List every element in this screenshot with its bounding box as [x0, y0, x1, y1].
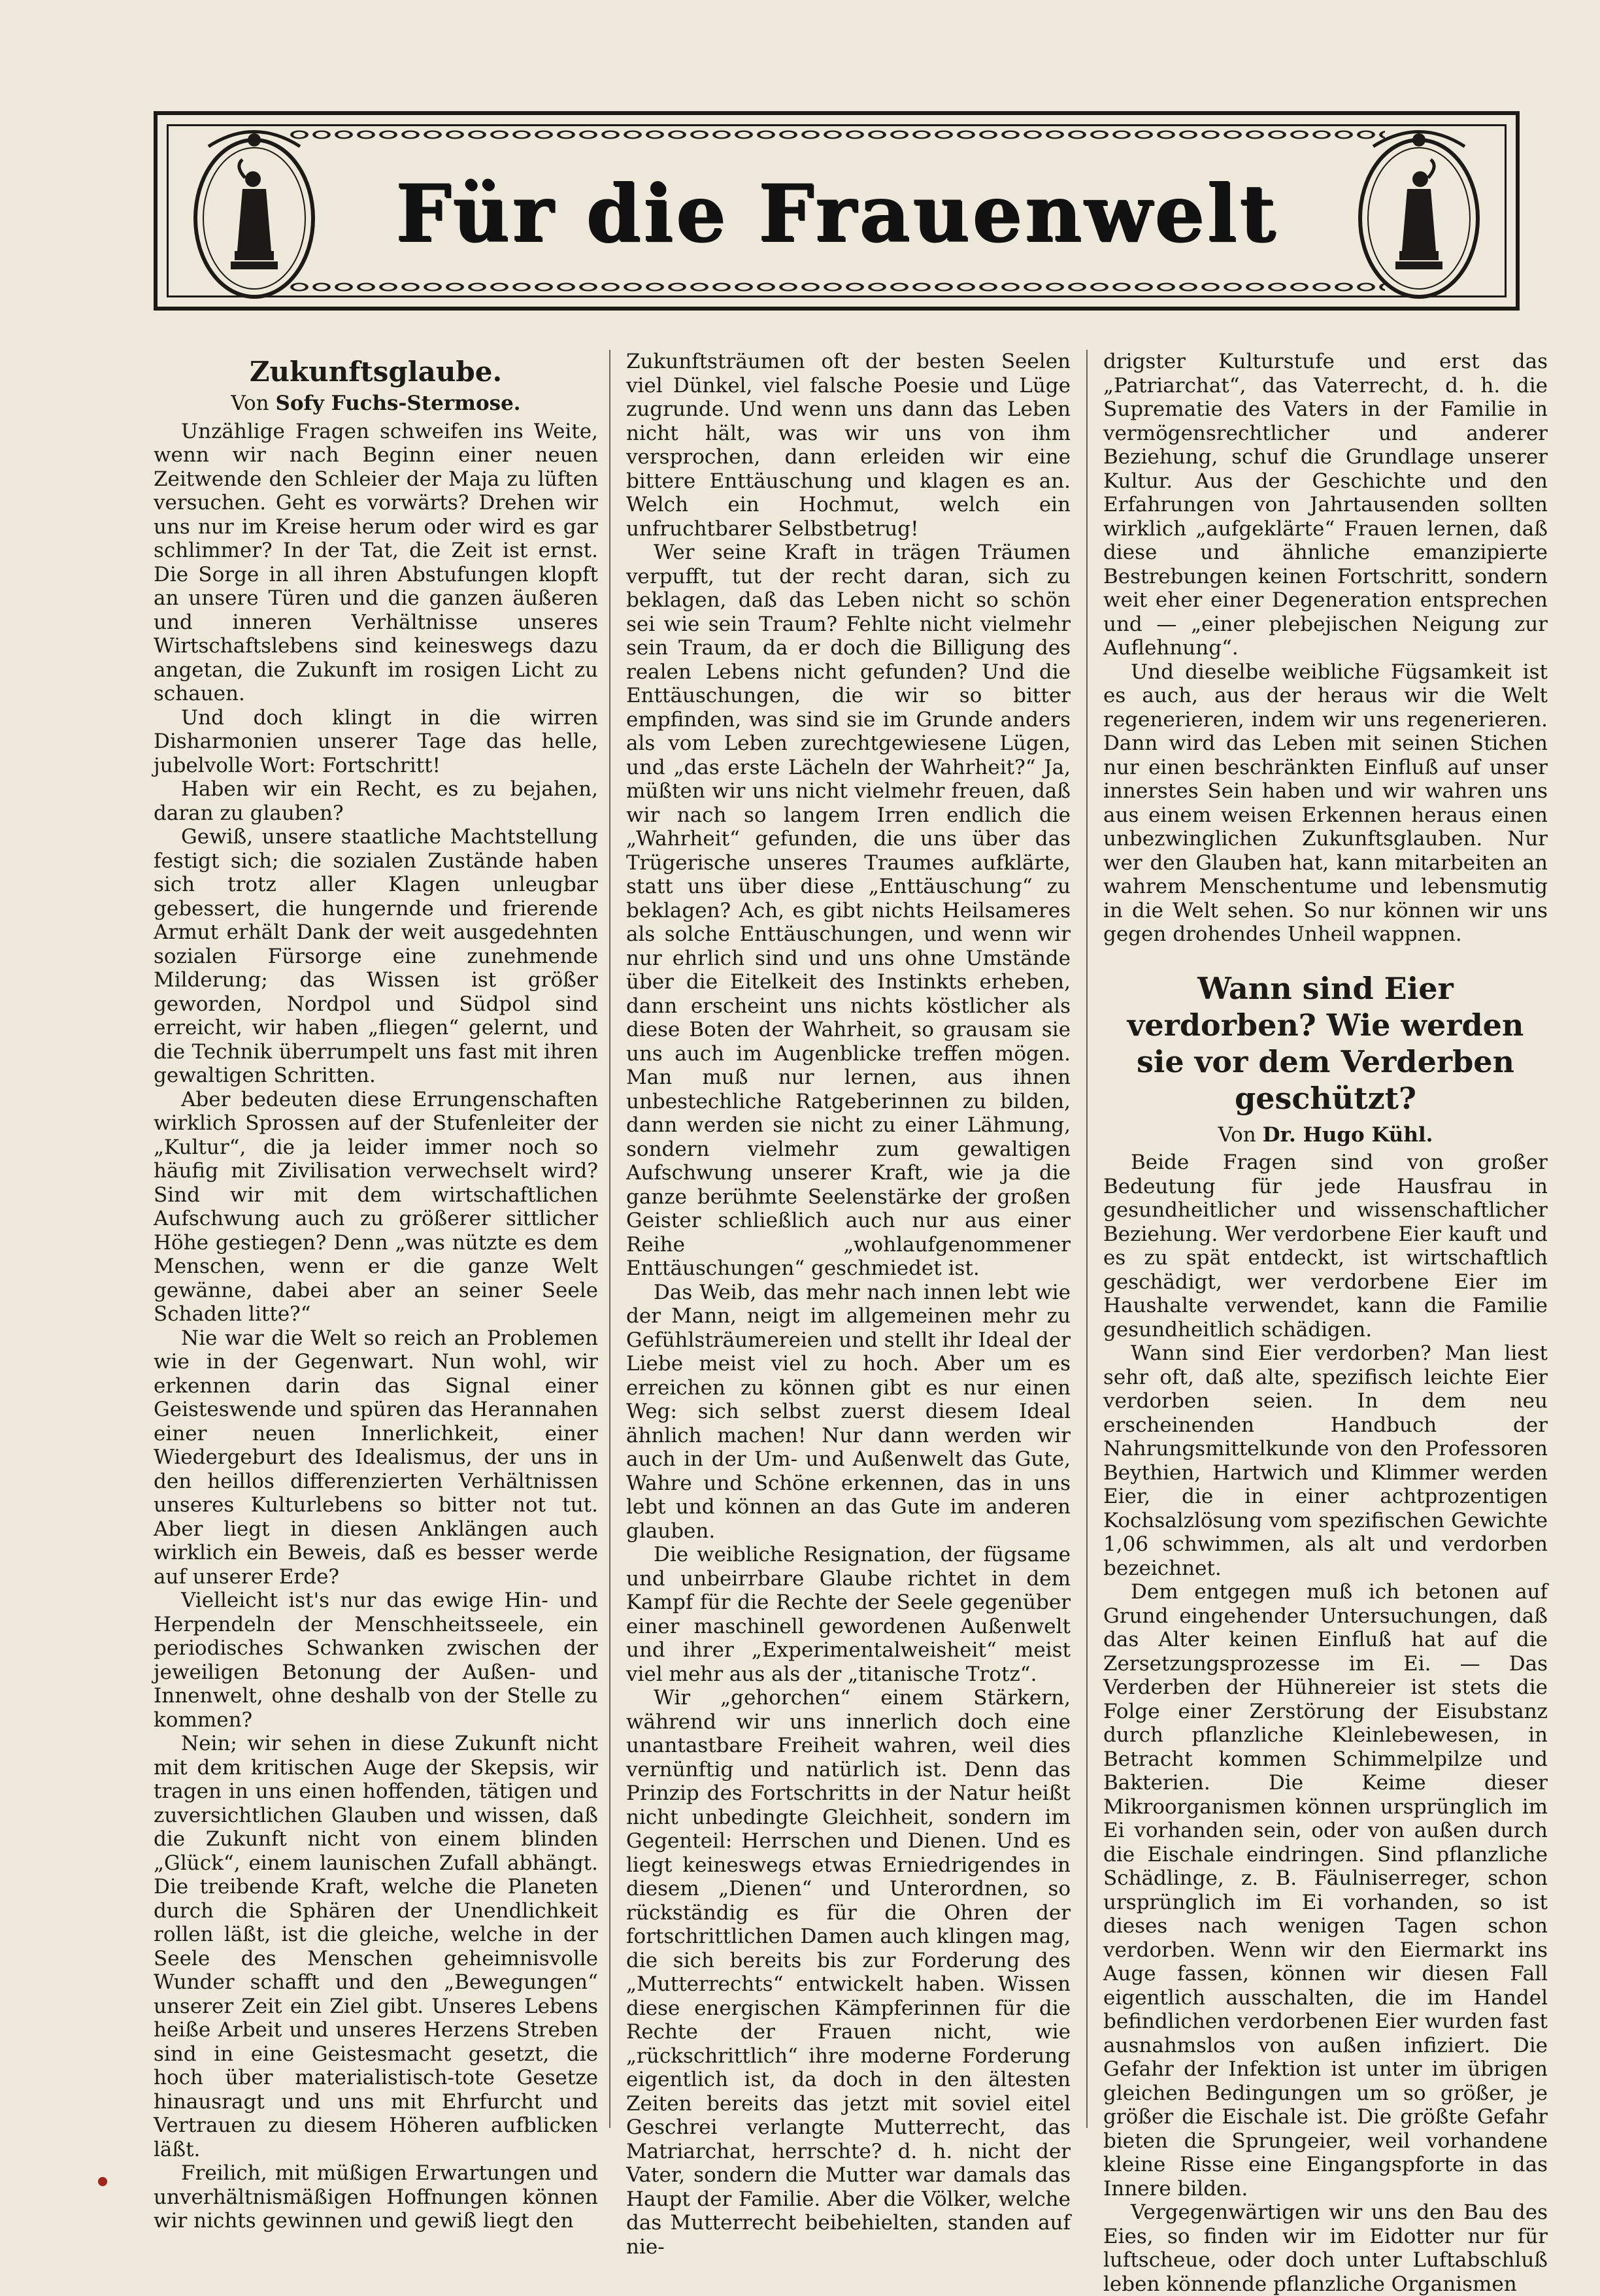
byline-prefix: Von [1218, 1123, 1256, 1147]
column-rule [1086, 350, 1088, 2128]
paragraph: Nie war die Welt so reich an Problemen wie in der Gegenwart. Nun wohl, wir erkennen darin das Signal einer Geisteswende und spüren das Herannahen einer neuen Innerlichkeit, einer Wiedergeburt des Idealismus, der uns in den heillos differenzierten Verhältnissen unseres Kulturlebens so bitter not tut. Aber liegt in diesen Anklängen auch wirklich ein Beweis, daß es besser werde auf unserer Erde? [154, 1326, 598, 1589]
paragraph: Beide Fragen sind von großer Bedeutung für jede Hausfrau in gesundheitlicher und wissenschaftlicher Beziehung. Wer verdorbene Eier kauft und es zu spät entdeckt, ist wirtschaftlich geschädigt, wer verdorbene Eier im Haushalte verwendet, kann die Familie gesundheitlich schädigen. [1103, 1151, 1548, 1342]
paragraph: Die weibliche Resignation, der fügsame und unbeirrbare Glaube richtet in dem Kampf für die Rechte der Seele gegenüber einer maschinell gewordenen Außenwelt und ihrer „Experimentalweisheit“ meist viel mehr aus als der „titanische Trotz“. [626, 1543, 1071, 1686]
author-name: Dr. Hugo Kühl. [1262, 1123, 1433, 1147]
paragraph: Und doch klingt in die wirren Disharmonien unserer Tage das helle, jubelvolle Wort: Fortschritt! [154, 705, 598, 777]
paragraph: Wer seine Kraft in trägen Träumen verpufft, tut der recht daran, sich zu beklagen, daß das Leben nicht so schön sei wie sein Traum? Fehlte nicht vielmehr sein Traum, da er doch die Billigung des realen Lebens nicht gefunden? Und die Enttäuschungen, die wir so bitter empfinden, was sind sie im Grunde anders als vom Leben zurechtgewiesene Lügen, und „das erste Lächeln der Wahrheit?“ Ja, müßten wir uns nicht vielmehr freuen, daß wir nach so langem Irren endlich die „Wahrheit“ gefunden, die uns über das Trügerische unseres Traumes aufklärte, statt uns über diese „Enttäuschung“ zu beklagen? Ach, es gibt nichts Heilsameres als solche Enttäuschungen, und wenn wir nur ehrlich sind und uns ohne Umstände über die Eitelkeit des Instinkts erheben, dann erscheint uns nichts köstlicher als diese Boten der Wahrheit, so grausam sie uns auch im Augenblicke treffen mögen. Man muß nur lernen, aus ihnen unbestechliche Ratgeberinnen zu bilden, dann werden sie nicht zu einer Lähmung, sondern vielmehr zum gewaltigen Aufschwung unserer Kraft, wie ja die ganze berühmte Seelenstärke der großen Geister schließlich auch nur aus einer Reihe „wohlaufgenommener Enttäuschungen“ geschmiedet ist. [626, 541, 1071, 1280]
paragraph-continued: drigster Kulturstufe und erst das „Patriarchat“, das Vaterrecht, d. h. die Suprematie des Vaters in der Familie in vermögensrechtlicher und anderer Beziehung, schuf die Grundlage unserer Kultur. Aus der Geschichte und den Erfahrungen von Jahrtausenden sollten wirklich „aufgeklärte“ Frauen lernen, daß diese und ähnliche emanzipierte Bestrebungen keinen Fortschritt, sondern weit eher einer Degeneration entsprechen und — „einer plebejischen Neigung zur Auflehnung“. [1103, 350, 1548, 660]
paragraph: Dem entgegen muß ich betonen auf Grund eingehender Untersuchungen, daß das Alter keinen Einfluß hat auf die Zersetzungsprozesse im Ei. — Das Verderben der Hühnereier ist stets die Folge einer Zerstörung der Eisubstanz durch pflanzliche Kleinlebewesen, in Betracht kommen Schimmelpilze und Bakterien. Die Keime dieser Mikroorganismen können ursprünglich im Ei vorhanden sein, oder von außen durch die Eischale eindringen. Sind pflanzliche Schädlinge, z. B. Fäulniserreger, schon ursprünglich im Ei vorhanden, so ist dieses nach wenigen Tagen schon verdorben. Wenn wir den Eiermarkt ins Auge fassen, können wir diesen Fall eigentlich ausschalten, die im Handel befindlichen verdorbenen Eier wurden fast ausnahmslos von außen infiziert. Die Gefahr der Infektion ist unter im übrigen gleichen Bedingungen um so größer, je größer die Eischale ist. Die größte Gefahr bieten die Sprungeier, weil vorhandene kleine Risse eine Eingangspforte in das Innere bilden. [1103, 1580, 1548, 2201]
column-1 [154, 350, 598, 2233]
paragraph: Gewiß, unsere staatliche Machtstellung festigt sich; die sozialen Zustände haben sich trotz aller Klagen unleugbar gebessert, die hungernde und frierende Armut erhält Dank der weit ausgedehnten sozialen Fürsorge eine zunehmende Milderung; das Wissen ist größer geworden, Nordpol und Südpol sind erreicht, wir haben „fliegen“ gelernt, und die Technik überrumpelt uns fast mit ihren gewaltigen Schritten. [154, 825, 598, 1087]
column-3 [1103, 350, 1548, 2296]
paragraph: Das Weib, das mehr nach innen lebt wie der Mann, neigt im allgemeinen mehr zu Gefühlsträumereien und stellt ihr Ideal der Liebe meist viel zu hoch. Aber um es erreichen zu können gibt es nur einen Weg: sich selbst zuerst diesem Ideal ähnlich machen! Nur dann werden wir auch in der Um- und Außenwelt das Gute, Wahre und Schöne erkennen, das in uns lebt und können an das Gute im anderen glauben. [626, 1280, 1071, 1543]
paragraph: Freilich, mit müßigen Erwartungen und unverhältnismäßigen Hoffnungen können wir nichts gewinnen und gewiß liegt den [154, 2161, 598, 2233]
byline-prefix: Von [231, 392, 269, 415]
paragraph: Vergegenwärtigen wir uns den Bau des Eies, so finden wir im Eidotter nur für luftscheue, oder doch unter Luftabschluß leben könnende pflanzliche Organismen [1103, 2201, 1548, 2296]
article-byline [154, 392, 598, 416]
author-name: Sofy Fuchs-Stermose. [275, 392, 521, 415]
paragraph-continued: Zukunftsträumen oft der besten Seelen viel Dünkel, viel falsche Poesie und Lüge zugrunde. Und wenn uns dann das Leben nicht hält, was wir uns von ihm versprochen, dann erleiden wir eine bittere Enttäuschung und klagen es an. Welch ein Hochmut, welch ein unfruchtbarer Selbstbetrug! [626, 350, 1071, 541]
section-title: Für die Frauenwelt [395, 167, 1278, 260]
article-title: Wann sind Eier verdorben? Wie werden sie vor dem Verderben geschützt? [1127, 970, 1524, 1116]
paragraph: Wann sind Eier verdorben? Man liest sehr oft, daß alte, spezifisch leichte Eier verdorben seien. In dem neu erscheinenden Handbuch der Nahrungsmittelkunde von den Professoren Beythien, Hartwich und Klimmer werden Eier, die in einer achtprozentigen Kochsalzlösung vom spezifischen Gewichte 1,06 schwimmen, als alt und verdorben bezeichnet. [1103, 1342, 1548, 1580]
paragraph: Haben wir ein Recht, es zu bejahen, daran zu glauben? [154, 777, 598, 825]
paragraph: Unzählige Fragen schweifen ins Weite, wenn wir nach Beginn einer neuen Zeitwende den Schleier der Maja zu lüften versuchen. Geht es vorwärts? Drehen wir uns nur im Kreise herum oder wird es gar schlimmer? In der Tat, die Zeit ist ernst. Die Sorge in all ihren Abstufungen klopft an unsere Türen und die ganzen äußeren und inneren Verhältnisse unseres Wirtschaftslebens sind keineswegs dazu angetan, die Zukunft im rosigen Licht zu schauen. [154, 419, 598, 705]
column-2 [626, 350, 1071, 2259]
article-byline [1103, 1123, 1548, 1147]
woman-statue-medallion-right-icon [1347, 120, 1491, 310]
paragraph: Aber bedeuten diese Errungenschaften wirklich Sprossen auf der Stufenleiter der „Kultur“, die ja leider immer noch so häufig mit Zivilisation verwechselt wird? Sind wir mit dem wirtschaftlichen Aufschwung auch zu größerer sittlicher Höhe gestiegen? Denn „was nützte es dem Menschen, wenn er die ganze Welt gewänne, dabei aber an seiner Seele Schaden litte?“ [154, 1087, 598, 1326]
banner-chain-bottom-ornament [288, 282, 1385, 292]
paragraph: Vielleicht ist's nur das ewige Hin- und Herpendeln der Menschheitsseele, ein periodisches Schwanken zwischen der jeweiligen Betonung der Außen- und Innenwelt, ohne deshalb von der Stelle zu kommen? [154, 1589, 598, 1732]
column-rule [609, 350, 610, 2128]
paragraph: Nein; wir sehen in diese Zukunft nicht mit dem kritischen Auge der Skepsis, wir tragen in uns einen hoffenden, tätigen und zuversichtlichen Glauben und wissen, daß die Zukunft nicht von einem blinden „Glück“, einem launischen Zufall abhängt. Die treibende Kraft, welche die Planeten durch die Sphären der Unendlichkeit rollen läßt, ist die gleiche, welche in der Seele des Menschen geheimnisvolle Wunder schafft und den „Bewegungen“ unserer Zeit ein Ziel gibt. Unseres Lebens heiße Arbeit und unseres Herzens Streben sind in eine Geistesmacht gesetzt, die hoch über materialistisch-tote Gesetze hinausragt und uns mit Ehrfurcht und Vertrauen zu diesem Höheren aufblicken läßt. [154, 1732, 598, 2161]
woman-statue-medallion-left-icon [182, 120, 326, 310]
article-title: Zukunftsglaube. [249, 356, 503, 388]
paragraph: Und dieselbe weibliche Fügsamkeit ist es auch, aus der heraus wir die Welt regenerieren, indem wir uns regenerieren. Dann wird das Leben mit seinen Stichen nur einen beschränkten Einfluß auf unser innerstes Sein haben und wir wahren uns aus einem weisen Erkennen heraus einen unbezwinglichen Zukunftsglauben. Nur wer den Glauben hat, kann mitarbeiten an wahrem Menschentume und lebensmutig in die Welt sehen. So nur können wir uns gegen drohendes Unheil wappnen. [1103, 660, 1548, 946]
header-banner [154, 111, 1520, 311]
paragraph: Wir „gehorchen“ einem Stärkern, während wir uns innerlich doch eine unantastbare Freiheit wahren, weil dies vernünftig und natürlich ist. Denn das Prinzip des Fortschritts in der Natur heißt nicht unbedingte Gleichheit, sondern im Gegenteil: Herrschen und Dienen. Und es liegt keineswegs etwas Erniedrigendes in diesem „Dienen“ und Unterordnen, so rückständig es für die Ohren der fortschrittlichen Damen auch klingen mag, die sich bereits bis zur Forderung des „Mutterrechts“ entwickelt haben. Wissen diese energischen Kämpferinnen für die Rechte der Frauen nicht, wie „rückschrittlich“ ihre moderne Forderung eigentlich ist, da doch in den ältesten Zeiten bereits das jetzt mit soviel eitel Geschrei verlangte Mutterrecht, das Matriarchat, herrschte? d. h. nicht der Vater, sondern die Mutter war damals das Haupt der Familie. Aber die Völker, welche das Mutterrecht beibehielten, standen auf nie- [626, 1686, 1071, 2259]
banner-chain-top-ornament [288, 129, 1385, 140]
red-ink-dot [98, 2177, 107, 2186]
